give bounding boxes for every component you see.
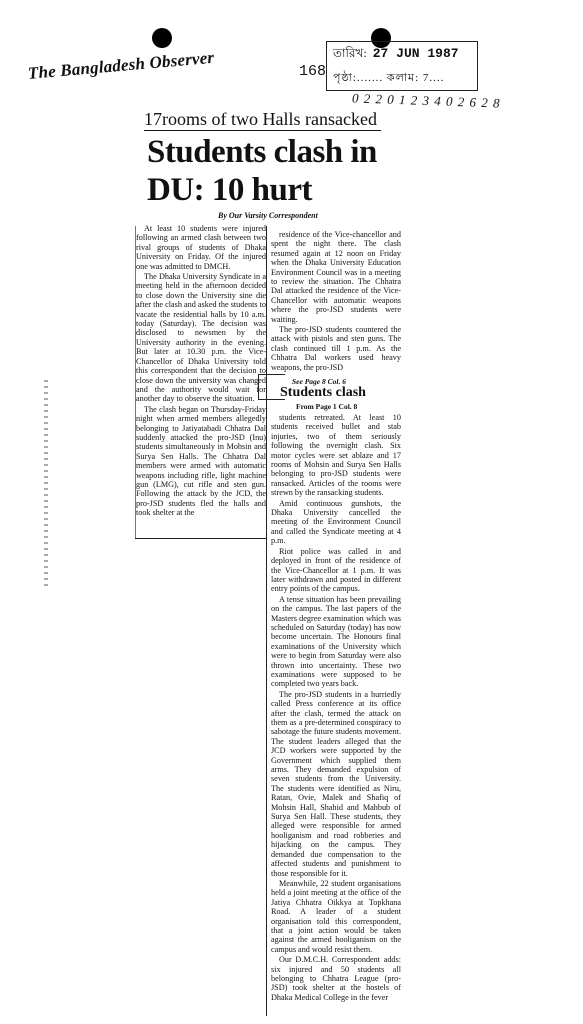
jump-line: See Page 8 Col. 6: [292, 377, 346, 386]
scan-margin-dots: [44, 380, 48, 590]
article-column-2: [271, 230, 401, 373]
paragraph: Meanwhile, 22 student organisations held a joint meeting at the office of the Jatiya Chhatra Oikkya at Topkhana Road. A leader of a student organisation told this correspondent, that a joint action would be taken against the armed hooliganism on the campus and would resist them.: [271, 878, 401, 954]
paragraph: The pro-JSD students in a hurriedly called Press conference at its office after the clash, termed the attack on them as a pre-determined conspiracy to sabotage the future students movement. The student leaders alleged that the JCD workers were supported by the Government which supplied them arms. They demanded expulsion of seven students from the University. The students were identified as Niru, Ratan, Ovie, Malek and Shafiq of Mohsin Hall, Shahid and Mahbub of Surya Sen Hall. These students, they alleged were responsible for armed hooliganism and road robberies and hijacking on the campus. They demanded due compensation to the affected students and punishment to those responsible for it.: [271, 689, 401, 878]
article-column-3: [271, 413, 401, 1003]
stamp-date-label: তারিখ: [333, 46, 364, 60]
from-line: From Page 1 Col. 8: [296, 402, 358, 411]
headline: Students clash in DU: 10 hurt: [147, 134, 377, 208]
stamp-date: 27 JUN 1987: [372, 46, 459, 61]
paragraph: The clash began on Thursday-Friday night when armed members allegedly belonging to Jatiyatabadi Chhatra Dal suddenly attacked the pro-JSD (Inu) students simultaneously in Mohsin and Surya Sen Halls. The Chhatra Dal members were armed with automatic weapons including rifle, light machine gun (LMG), cut rifle and sten gun. Following the attack by the JCD, the pro-JSD students fled the halls and took shelter at the: [136, 404, 266, 518]
paragraph: At least 10 students were injured following an armed clash between two rival groups of students of Dhaka University on Friday. Of the injured one was admitted to DMCH.: [136, 224, 266, 271]
paragraph: residence of the Vice-chancellor and spent the night there. The clash resumed again at 12 noon on Friday when the Dhaka University Education Environment Council was in a meeting to review the situation. The Chhatra Dal attacked the residence of the Vice-Chancellor with automatic weapons where the pro-JSD students were waiting.: [271, 230, 401, 324]
paragraph: A tense situation has been prevailing on the campus. The last papers of the Masters degree examination which was scheduled on Saturday (today) has now become uncertain. The Honours final examinations of the University which were to begin from Saturday were also thrown into uncertainty. These two examinations were supposed to be completed two years back.: [271, 594, 401, 689]
paragraph: Riot police was called in and deployed in front of the residence of the Vice-Chancellor at 1 p.m. It was later withdrawn and posted in different entry points of the campus.: [271, 546, 401, 594]
continuation-headline: Students clash: [280, 385, 366, 400]
paragraph: The Dhaka University Syndicate in a meeting held in the afternoon decided to close down the University sine die after the clash and asked the students to vacate the residential halls by 10 a.m. today (Saturday). The decision was disclosed to newsmen by the University authority in the evening. But later at 10.30 p.m. the Vice-Chancellor of Dhaka University told this correspondent that the decision to close down the university was changed and the authority would wait for another day to observe the situation.: [136, 272, 266, 404]
paragraph: The pro-JSD students countered the attack with pistols and sten guns. The clash continued till 1 p.m. As the Chhatra Dal workers used heavy weapons, the pro-JSD: [271, 325, 401, 372]
stamp-column-label: কলাম: [386, 72, 416, 84]
masthead: The Bangladesh Observer: [27, 47, 215, 83]
page-number: 168: [299, 63, 327, 80]
paragraph: Our D.M.C.H. Correspondent adds: six injured and 50 students all belonging to Chhatra League (pro-JSD) took shelter at the hostels of Dhaka Medical College in the fever: [271, 955, 401, 1002]
paragraph: Amid continuous gunshots, the Dhaka University cancelled the meeting of the Environment Council and called the Syndicate meeting at 4 p.m.: [271, 498, 401, 546]
stamp-page-label: পৃষ্ঠা: [333, 72, 353, 84]
stamp-column-value: 7: [422, 72, 430, 84]
paragraph: students retreated. At least 10 students received bullet and stab injuries, two of them seriously following the overnight clash. Six motor cycles were set ablaze and 17 rooms of Mohsin and Surya Sen Halls belonging to pro-JSD students were ransacked. Articles of the rooms were strewn by the ransacking students.: [271, 413, 401, 498]
column-rule: [266, 226, 267, 1016]
kicker: 17rooms of two Halls ransacked: [144, 109, 381, 131]
date-stamp: তারিখ: 27 JUN 1987 পৃষ্ঠা:....... কলাম: 7....: [326, 41, 478, 91]
punch-hole-left: [152, 28, 172, 48]
column-rule-bottom: [135, 538, 267, 539]
article-column-1: [136, 224, 266, 519]
reference-number: 0 2 2 0 1 2 3 4 0 2 6 2 8: [351, 90, 501, 111]
byline: By Our Varsity Correspondent: [218, 211, 318, 220]
